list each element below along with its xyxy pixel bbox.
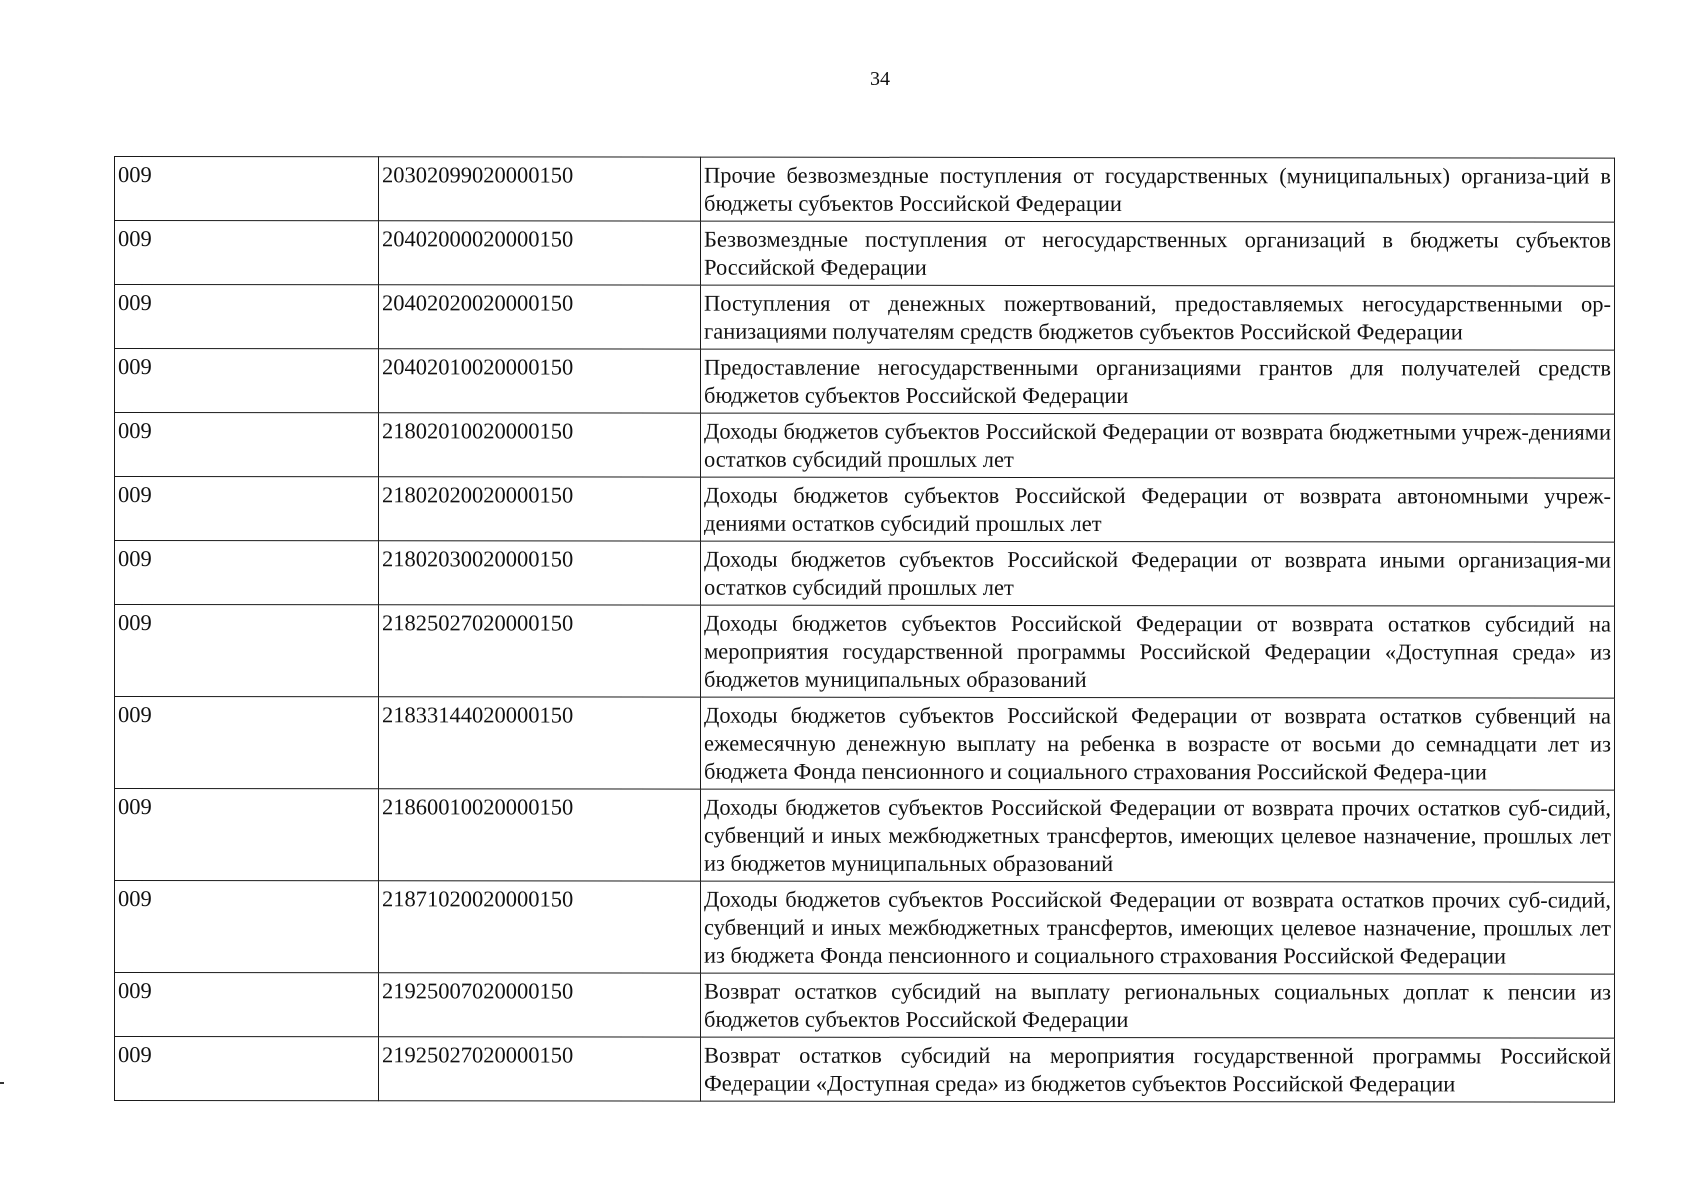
- table-row: [115, 285, 1615, 351]
- admin-code-cell: 009: [115, 697, 379, 789]
- revenue-code-cell: 20302099020000150: [379, 157, 701, 221]
- revenue-code-cell: 20402010020000150: [379, 349, 701, 413]
- table-row: [115, 881, 1615, 975]
- revenue-code-cell: 20402000020000150: [379, 221, 701, 285]
- admin-code-cell: 009: [115, 413, 379, 477]
- table-row: [115, 541, 1615, 607]
- description-cell: Доходы бюджетов субъектов Российской Федерации от возврата остатков субсидий на мероприятия государственной программы Российской Федерации «Доступная среда» из бюджетов муниципальных образований: [701, 605, 1615, 698]
- description-cell: Доходы бюджетов субъектов Российской Федерации от возврата бюджетными учреж-дениями остатков субсидий прошлых лет: [701, 413, 1615, 478]
- revenue-code-cell: 21860010020000150: [379, 789, 701, 881]
- admin-code-cell: 009: [115, 477, 379, 541]
- admin-code-cell: 009: [115, 881, 379, 973]
- revenue-code-cell: 21802010020000150: [379, 413, 701, 477]
- description-cell: Поступления от денежных пожертвований, предоставляемых негосударственными ор-ганизациями получателям средств бюджетов субъектов Российской Федерации: [701, 285, 1615, 350]
- revenue-code-cell: 21825027020000150: [379, 605, 701, 697]
- table-row: [115, 413, 1615, 479]
- revenue-code-cell: 20402020020000150: [379, 285, 701, 349]
- table-row: [115, 221, 1615, 287]
- admin-code-cell: 009: [115, 973, 379, 1037]
- revenue-code-cell: 21802020020000150: [379, 477, 701, 541]
- revenue-code-cell: 21925007020000150: [379, 973, 701, 1037]
- table-row: [115, 605, 1615, 699]
- admin-code-cell: 009: [115, 285, 379, 349]
- revenue-code-cell: 21802030020000150: [379, 541, 701, 605]
- table-row: [115, 1037, 1615, 1103]
- admin-code-cell: 009: [115, 789, 379, 881]
- admin-code-cell: 009: [115, 605, 379, 697]
- table-body: [115, 157, 1615, 1103]
- table-container: [114, 156, 1614, 1103]
- description-cell: Возврат остатков субсидий на выплату региональных социальных доплат к пенсии из бюджетов субъектов Российской Федерации: [701, 973, 1615, 1038]
- admin-code-cell: 009: [115, 157, 379, 221]
- description-cell: Доходы бюджетов субъектов Российской Федерации от возврата автономными учреж-дениями остатков субсидий прошлых лет: [701, 477, 1615, 542]
- table-row: [115, 349, 1615, 415]
- table-row: [115, 157, 1615, 223]
- admin-code-cell: 009: [115, 349, 379, 413]
- page-number: 34: [870, 68, 890, 90]
- description-cell: Предоставление негосударственными организациями грантов для получателей средств бюджетов субъектов Российской Федерации: [701, 349, 1615, 414]
- revenue-codes-table: [114, 156, 1615, 1103]
- table-row: [115, 973, 1615, 1039]
- admin-code-cell: 009: [115, 541, 379, 605]
- revenue-code-cell: 21833144020000150: [379, 697, 701, 789]
- description-cell: Доходы бюджетов субъектов Российской Федерации от возврата остатков субвенций на ежемесячную денежную выплату на ребенка в возрасте от восьми до семнадцати лет из бюджета Фонда пенсионного и социального страхования Российской Федера-ции: [701, 697, 1615, 790]
- description-cell: Доходы бюджетов субъектов Российской Федерации от возврата иными организация-ми остатков субсидий прошлых лет: [701, 541, 1615, 606]
- revenue-code-cell: 21925027020000150: [379, 1037, 701, 1101]
- table-row: [115, 789, 1615, 883]
- description-cell: Прочие безвозмездные поступления от государственных (муниципальных) организа-ций в бюджеты субъектов Российской Федерации: [701, 157, 1615, 222]
- admin-code-cell: 009: [115, 221, 379, 285]
- revenue-code-cell: 21871020020000150: [379, 881, 701, 973]
- table-row: [115, 477, 1615, 543]
- description-cell: Безвозмездные поступления от негосударственных организаций в бюджеты субъектов Российской Федерации: [701, 221, 1615, 286]
- description-cell: Возврат остатков субсидий на мероприятия государственной программы Российской Федерации «Доступная среда» из бюджетов субъектов Российской Федерации: [701, 1037, 1615, 1102]
- scan-mark: [0, 1082, 4, 1084]
- description-cell: Доходы бюджетов субъектов Российской Федерации от возврата прочих остатков суб-сидий, субвенций и иных межбюджетных трансфертов, имеющих целевое назначение, прошлых лет из бюджетов муниципальных образований: [701, 789, 1615, 882]
- admin-code-cell: 009: [115, 1037, 379, 1101]
- table-row: [115, 697, 1615, 791]
- description-cell: Доходы бюджетов субъектов Российской Федерации от возврата остатков прочих суб-сидий, субвенций и иных межбюджетных трансфертов, имеющих целевое назначение, прошлых лет из бюджета Фонда пенсионного и социального страхования Российской Федерации: [701, 881, 1615, 974]
